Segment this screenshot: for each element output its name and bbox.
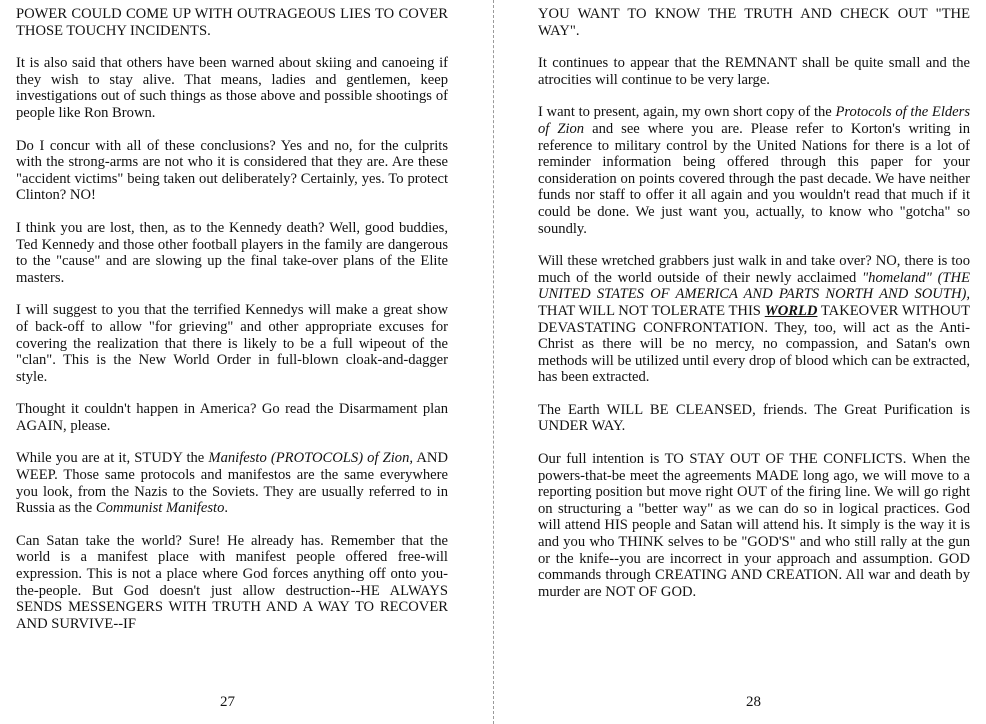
italic-title: Protocols of the Elders of Zion: [538, 104, 971, 137]
italic-title: Communist Manifesto: [95, 500, 225, 517]
paragraph: Our full intention is TO STAY OUT OF THE CONFLICTS. When the powers-that-be meet the agreements MADE long ago, we will move to a reporting position but move right OUT of the firing line. We will go right on structuring a "better way" as we can do so in logical practices. God will attend HIS people and Satan will attend his. It simply is the way it is and you who THINK selves to be "GOD'S" and who still rally at the gun or the knife--you are incorrect in your approach and assumption. GOD commands through CREATING AND CREATION. All war and death by murder are NOT OF GOD.: [538, 451, 970, 600]
text-run: and see where you are. Please refer to Korton's writing in reference to military control by the United Nations for there is a lot of reminder information being offered through this paper for your consideration on points covered through the past decade. We have neither funds nor staff to offer it all again and you wouldn't read that much if it could be done. We just want you, actually, to know who "gotcha" so soundly.: [538, 120, 971, 237]
paragraph: [538, 253, 970, 386]
paragraph: POWER COULD COME UP WITH OUTRAGEOUS LIES TO COVER THOSE TOUCHY INCIDENTS.: [16, 6, 448, 39]
left-page: [16, 6, 448, 648]
paragraph: The Earth WILL BE CLEANSED, friends. The Great Purification is UNDER WAY.: [538, 401, 970, 435]
right-page: [538, 6, 970, 616]
paragraph: It continues to appear that the REMNANT shall be quite small and the atrocities will continue to be very large.: [538, 55, 970, 88]
text-run: Will these wretched grabbers just walk in and take over? NO, there is too much of the world outside of their newly acclaimed: [538, 253, 970, 286]
paragraph: I will suggest to you that the terrified Kennedys will make a great show of back-off to allow "for grieving" and other appropriate excuses for covering the realization that there is likely to be a full wipeout of the "clan". This is the New World Order in full-blown cloak-and-dagger style.: [16, 302, 448, 385]
paragraph: Can Satan take the world? Sure! He already has. Remember that the world is a manifest place with manifest people offered free-will expression. This is not a place where God forces anything off onto you-the-people. But God doesn't just allow destruction--HE ALWAYS SENDS MESSENGERS WITH TRUTH AND A WAY TO RECOVER AND SURVIVE--IF: [16, 532, 448, 632]
text-run: TAKEOVER WITHOUT DEVASTATING CONFRONTATION. They, too, will act as the Anti-Christ as there will be no mercy, no compassion, and Satan's own methods will be utilized until every drop of blood which can be extracted, has been extracted.: [538, 302, 970, 386]
paragraph: Do I concur with all of these conclusions? Yes and no, for the culprits with the strong-arms are not who it is considered that they are. Are these "accident victims" being taken out deliberately? Certainly, yes. To protect Clinton? NO!: [16, 137, 448, 204]
paragraph: YOU WANT TO KNOW THE TRUTH AND CHECK OUT "THE WAY".: [538, 6, 970, 39]
page-number-right: 28: [746, 694, 761, 710]
text-run: THAT WILL NOT TOLERATE THIS: [538, 302, 765, 319]
paragraph: [538, 104, 970, 237]
italic-title: Manifesto (PROTOCOLS) of Zion,: [208, 450, 414, 467]
paragraph: I think you are lost, then, as to the Kennedy death? Well, good buddies, Ted Kennedy and those other football players in the family are dangerous to the "cause" and are slowing up the final take-over plans of the Elite masters.: [16, 219, 448, 286]
text-run: .: [224, 500, 229, 517]
italic-phrase: "homeland" (THE UNITED STATES OF AMERICA AND PARTS NORTH AND SOUTH),: [538, 269, 970, 303]
text-run: I want to present, again, my own short copy of the: [538, 104, 836, 121]
paragraph: It is also said that others have been warned about skiing and canoeing if they wish to stay alive. That means, ladies and gentlemen, keep investigations out of such things as those above and possible shootings of people like Ron Brown.: [16, 55, 448, 121]
paragraph: Thought it couldn't happen in America? Go read the Disarmament plan AGAIN, please.: [16, 401, 448, 434]
page-number-left: 27: [220, 694, 235, 710]
text-run: While you are at it, STUDY the: [16, 450, 209, 467]
paragraph: [16, 450, 448, 516]
page-gutter: [493, 0, 494, 724]
text-run: AND WEEP. Those same protocols and manifestos are the same everywhere you look, from the Nazis to the Soviets. They are usually referred to in Russia as the: [16, 450, 448, 517]
underlined-word: WORLD: [764, 302, 818, 319]
